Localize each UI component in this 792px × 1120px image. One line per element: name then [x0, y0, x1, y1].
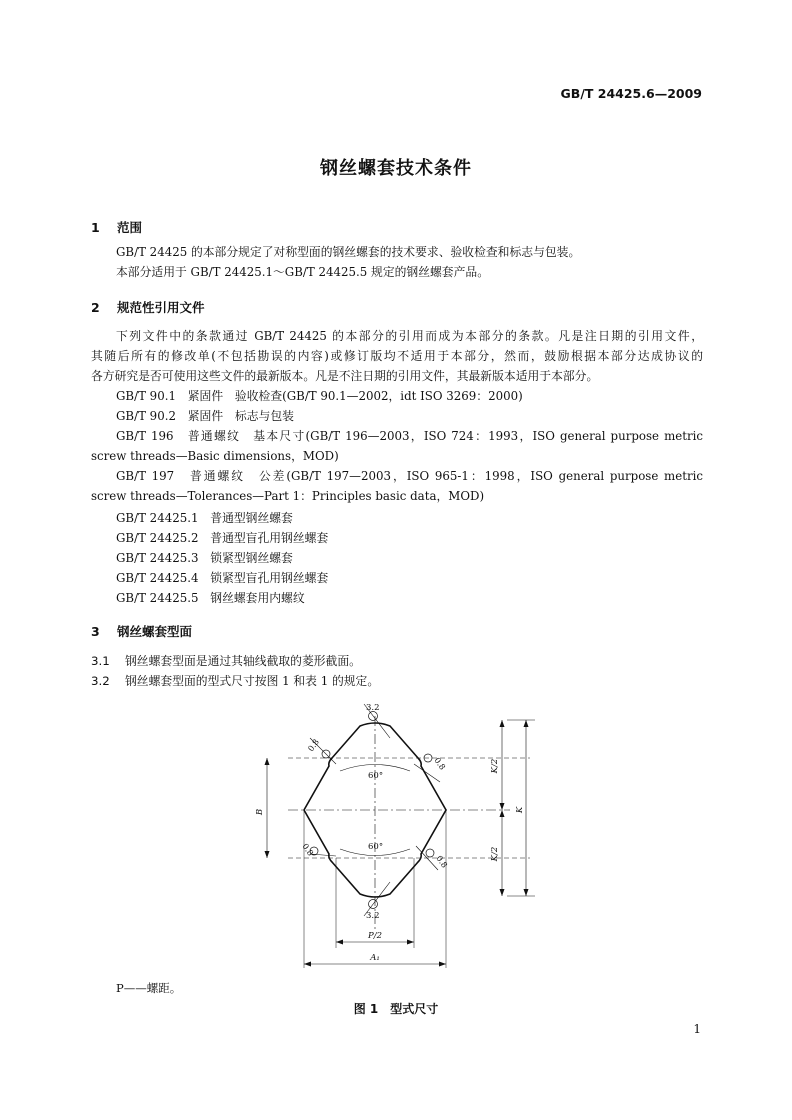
label-dim-k-half-lower: K/2 — [490, 846, 500, 862]
reference-item: GB/T 90.1 紧固件 验收检查(GB/T 90.1—2002，idt ISO 3269：2000) — [116, 389, 523, 403]
label-bottom-radius: 3.2 — [366, 911, 380, 921]
reference-item-continued: screw threads—Tolerances—Part 1：Principles basic data，MOD) — [91, 489, 485, 503]
reference-item: GB/T 24425.4 锁紧型盲孔用钢丝螺套 — [116, 571, 329, 585]
page-number: 1 — [693, 1022, 701, 1036]
reference-item: GB/T 24425.5 钢丝螺套用内螺纹 — [116, 591, 305, 605]
label-angle-bottom: 60° — [368, 842, 384, 852]
section-number: 1 — [91, 220, 100, 235]
label-dim-a1: A₁ — [370, 953, 380, 963]
reference-item: GB/T 24425.1 普通型钢丝螺套 — [116, 511, 293, 525]
label-dim-k-half-upper: K/2 — [490, 758, 500, 774]
label-dim-p2: P/2 — [368, 931, 382, 941]
reference-item: GB/T 24425.3 锁紧型钢丝螺套 — [116, 551, 293, 565]
section-title: 范围 — [117, 220, 143, 235]
section-1-heading — [91, 218, 142, 236]
paragraph: 下列文件中的条款通过 GB/T 24425 的本部分的引用而成为本部分的条款。凡是注日期的引用文件， — [116, 329, 703, 343]
document-code: GB/T 24425.6—2009 — [560, 86, 702, 101]
corner-circle-br — [426, 849, 434, 857]
subclause-text: 钢丝螺套型面的型式尺寸按图 1 和表 1 的规定。 — [125, 674, 380, 688]
paragraph: 各方研究是否可使用这些文件的最新版本。凡是不注日期的引用文件，其最新版本适用于本部分。 — [91, 369, 599, 383]
reference-item-continued: screw threads—Basic dimensions，MOD) — [91, 449, 339, 463]
section-number: 3 — [91, 624, 100, 639]
section-3-heading — [91, 622, 192, 640]
reference-item: GB/T 197 普通螺纹 公差(GB/T 197—2003，ISO 965-1：1998，ISO general purpose metric — [116, 469, 703, 483]
label-corner-br: 0.8 — [434, 853, 450, 870]
label-dim-b: B — [255, 808, 265, 816]
paragraph: 其随后所有的修改单(不包括勘误的内容)或修订版均不适用于本部分，然而，鼓励根据本部分达成协议的 — [91, 349, 703, 363]
section-title: 规范性引用文件 — [117, 300, 205, 315]
figure-legend: P——螺距。 — [116, 981, 182, 995]
label-angle-top: 60° — [368, 771, 384, 781]
leader-corner-tr — [414, 764, 440, 782]
document-title: 钢丝螺套技术条件 — [320, 158, 472, 179]
label-corner-tl: 0.8 — [306, 737, 321, 754]
paragraph: 本部分适用于 GB/T 24425.1～GB/T 24425.5 规定的钢丝螺套产品。 — [116, 265, 489, 279]
paragraph: GB/T 24425 的本部分规定了对称型面的钢丝螺套的技术要求、验收检查和标志与包装。 — [116, 245, 581, 259]
subclause — [91, 672, 379, 689]
subclause-text: 钢丝螺套型面是通过其轴线截取的菱形截面。 — [125, 654, 361, 668]
reference-item: GB/T 90.2 紧固件 标志与包装 — [116, 409, 294, 423]
subclause — [91, 652, 361, 669]
figure-caption: 图 1 型式尺寸 — [353, 1002, 439, 1016]
label-dim-k: K — [515, 806, 525, 814]
section-2-heading — [91, 298, 205, 316]
section-number: 2 — [91, 300, 100, 315]
subclause-number: 3.1 — [91, 654, 110, 668]
label-top-radius: 3.2 — [366, 703, 380, 713]
label-corner-bl: 0.8 — [300, 841, 316, 858]
label-corner-tr: 0.8 — [432, 755, 448, 772]
profile-figure — [240, 698, 550, 970]
reference-item: GB/T 24425.2 普通型盲孔用钢丝螺套 — [116, 531, 329, 545]
subclause-number: 3.2 — [91, 674, 110, 688]
section-title: 钢丝螺套型面 — [117, 624, 193, 639]
reference-item: GB/T 196 普通螺纹 基本尺寸(GB/T 196—2003，ISO 724：1993，ISO general purpose metric — [116, 429, 703, 443]
